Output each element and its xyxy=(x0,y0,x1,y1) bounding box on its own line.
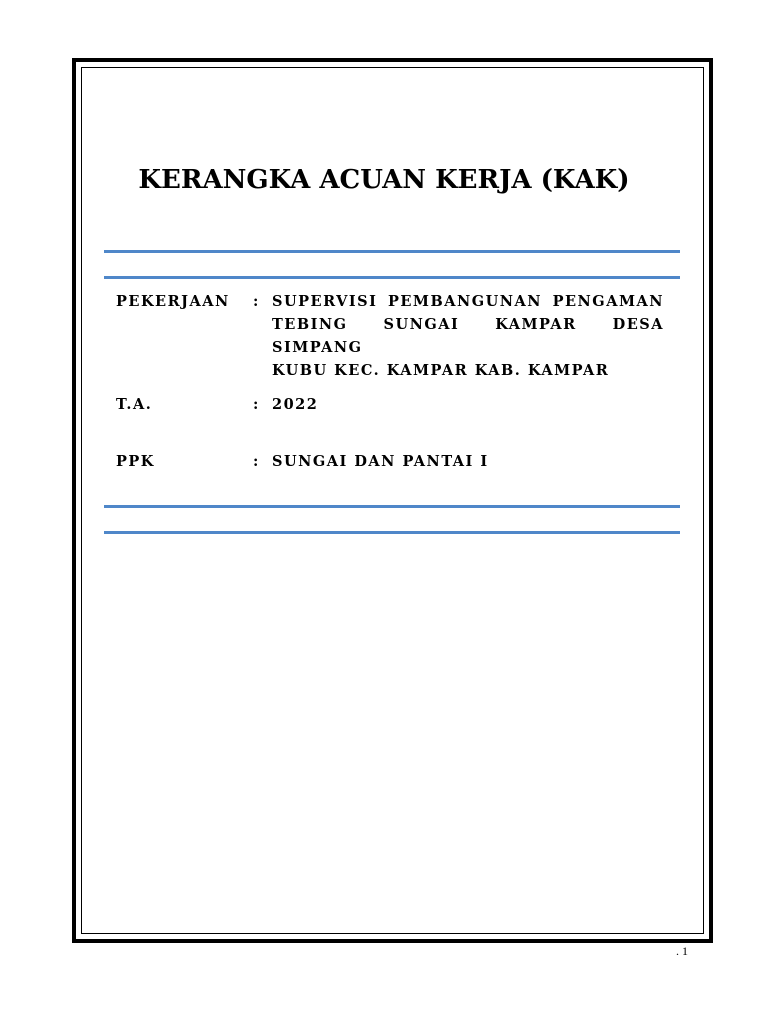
field-value-line: SUPERVISI PEMBANGUNAN PENGAMAN xyxy=(272,293,664,310)
field-value-ppk: SUNGAI DAN PANTAI I xyxy=(272,453,489,470)
field-label-pekerjaan: PEKERJAAN xyxy=(116,293,230,310)
field-value-pekerjaan xyxy=(272,290,664,382)
field-colon-ppk: : xyxy=(253,453,259,470)
field-colon-pekerjaan: : xyxy=(253,293,259,310)
field-label-ta: T.A. xyxy=(116,396,153,413)
divider-bottom-1 xyxy=(104,505,680,508)
divider-top-1 xyxy=(104,250,680,253)
field-value-line: TEBING SUNGAI KAMPAR DESA SIMPANG xyxy=(272,316,664,356)
divider-top-2 xyxy=(104,276,680,279)
page-border-inner xyxy=(81,67,704,934)
field-value-line: KUBU KEC. KAMPAR KAB. KAMPAR xyxy=(272,362,610,379)
page-number: . 1 xyxy=(676,944,688,958)
document-title: KERANGKA ACUAN KERJA (KAK) xyxy=(138,165,630,195)
divider-bottom-2 xyxy=(104,531,680,534)
field-value-ta: 2022 xyxy=(272,396,319,413)
field-label-ppk: PPK xyxy=(116,453,155,470)
field-colon-ta: : xyxy=(253,396,259,413)
